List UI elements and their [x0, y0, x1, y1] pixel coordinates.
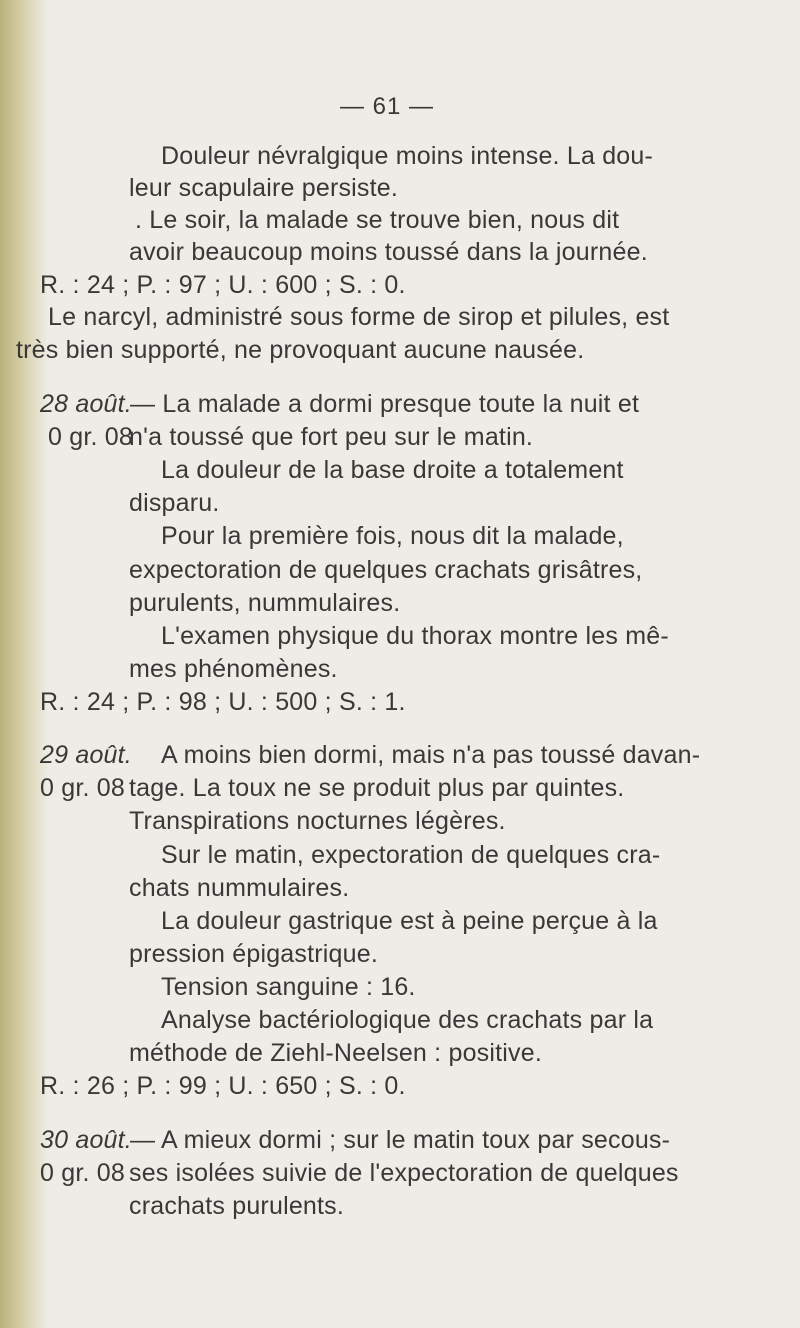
- vitals-line: R. : 24 ; P. : 98 ; U. : 500 ; S. : 1.: [40, 688, 406, 716]
- text-line: La douleur gastrique est à peine perçue à la: [161, 907, 658, 935]
- text-line: ses isolées suivie de l'expectoration de quelques: [129, 1159, 679, 1187]
- text-line: leur scapulaire persiste.: [129, 174, 399, 202]
- text-line: Le narcyl, administré sous forme de sirop et pilules, est: [48, 303, 670, 331]
- text-line: n'a toussé que fort peu sur le matin.: [129, 423, 534, 451]
- text-line: méthode de Ziehl-Neelsen : positive.: [129, 1039, 542, 1067]
- text-line: — La malade a dormi presque toute la nuit et: [130, 390, 640, 418]
- text-line: pression épigastrique.: [129, 940, 378, 968]
- page-number-header: — 61 —: [340, 93, 435, 120]
- text-line: Tension sanguine : 16.: [161, 973, 416, 1001]
- vitals-line: R. : 26 ; P. : 99 ; U. : 650 ; S. : 0.: [40, 1072, 406, 1100]
- text-line: Sur le matin, expectoration de quelques cra-: [161, 841, 661, 869]
- text-line: La douleur de la base droite a totalement: [161, 456, 624, 484]
- text-line: purulents, nummulaires.: [129, 589, 401, 617]
- text-line: chats nummulaires.: [129, 874, 350, 902]
- text-line: avoir beaucoup moins toussé dans la journée.: [129, 238, 648, 266]
- text-line: Pour la première fois, nous dit la malade,: [161, 522, 624, 550]
- vitals-line: R. : 24 ; P. : 97 ; U. : 600 ; S. : 0.: [40, 271, 406, 299]
- entry-dose: 0 gr. 08: [40, 774, 125, 802]
- text-line: tage. La toux ne se produit plus par quintes.: [129, 774, 625, 802]
- entry-date: 30 août.: [40, 1126, 132, 1154]
- text-line: crachats purulents.: [129, 1192, 345, 1220]
- text-line: expectoration de quelques crachats grisâtres,: [129, 556, 643, 584]
- entry-date: 28 août.: [40, 390, 132, 418]
- text-line: A moins bien dormi, mais n'a pas toussé davan-: [161, 741, 701, 769]
- text-line: Transpirations nocturnes légères.: [129, 807, 506, 835]
- text-line: disparu.: [129, 489, 220, 517]
- text-line: L'examen physique du thorax montre les mê-: [161, 622, 669, 650]
- text-line: Analyse bactériologique des crachats par la: [161, 1006, 654, 1034]
- text-line: très bien supporté, ne provoquant aucune nausée.: [16, 336, 585, 364]
- text-line: . Le soir, la malade se trouve bien, nous dit: [135, 206, 620, 234]
- text-line: Douleur névralgique moins intense. La dou-: [161, 142, 654, 170]
- text-line: — A mieux dormi ; sur le matin toux par secous-: [130, 1126, 671, 1154]
- entry-date: 29 août.: [40, 741, 132, 769]
- entry-dose: 0 gr. 08: [48, 423, 133, 451]
- entry-dose: 0 gr. 08: [40, 1159, 125, 1187]
- text-line: mes phénomènes.: [129, 655, 338, 683]
